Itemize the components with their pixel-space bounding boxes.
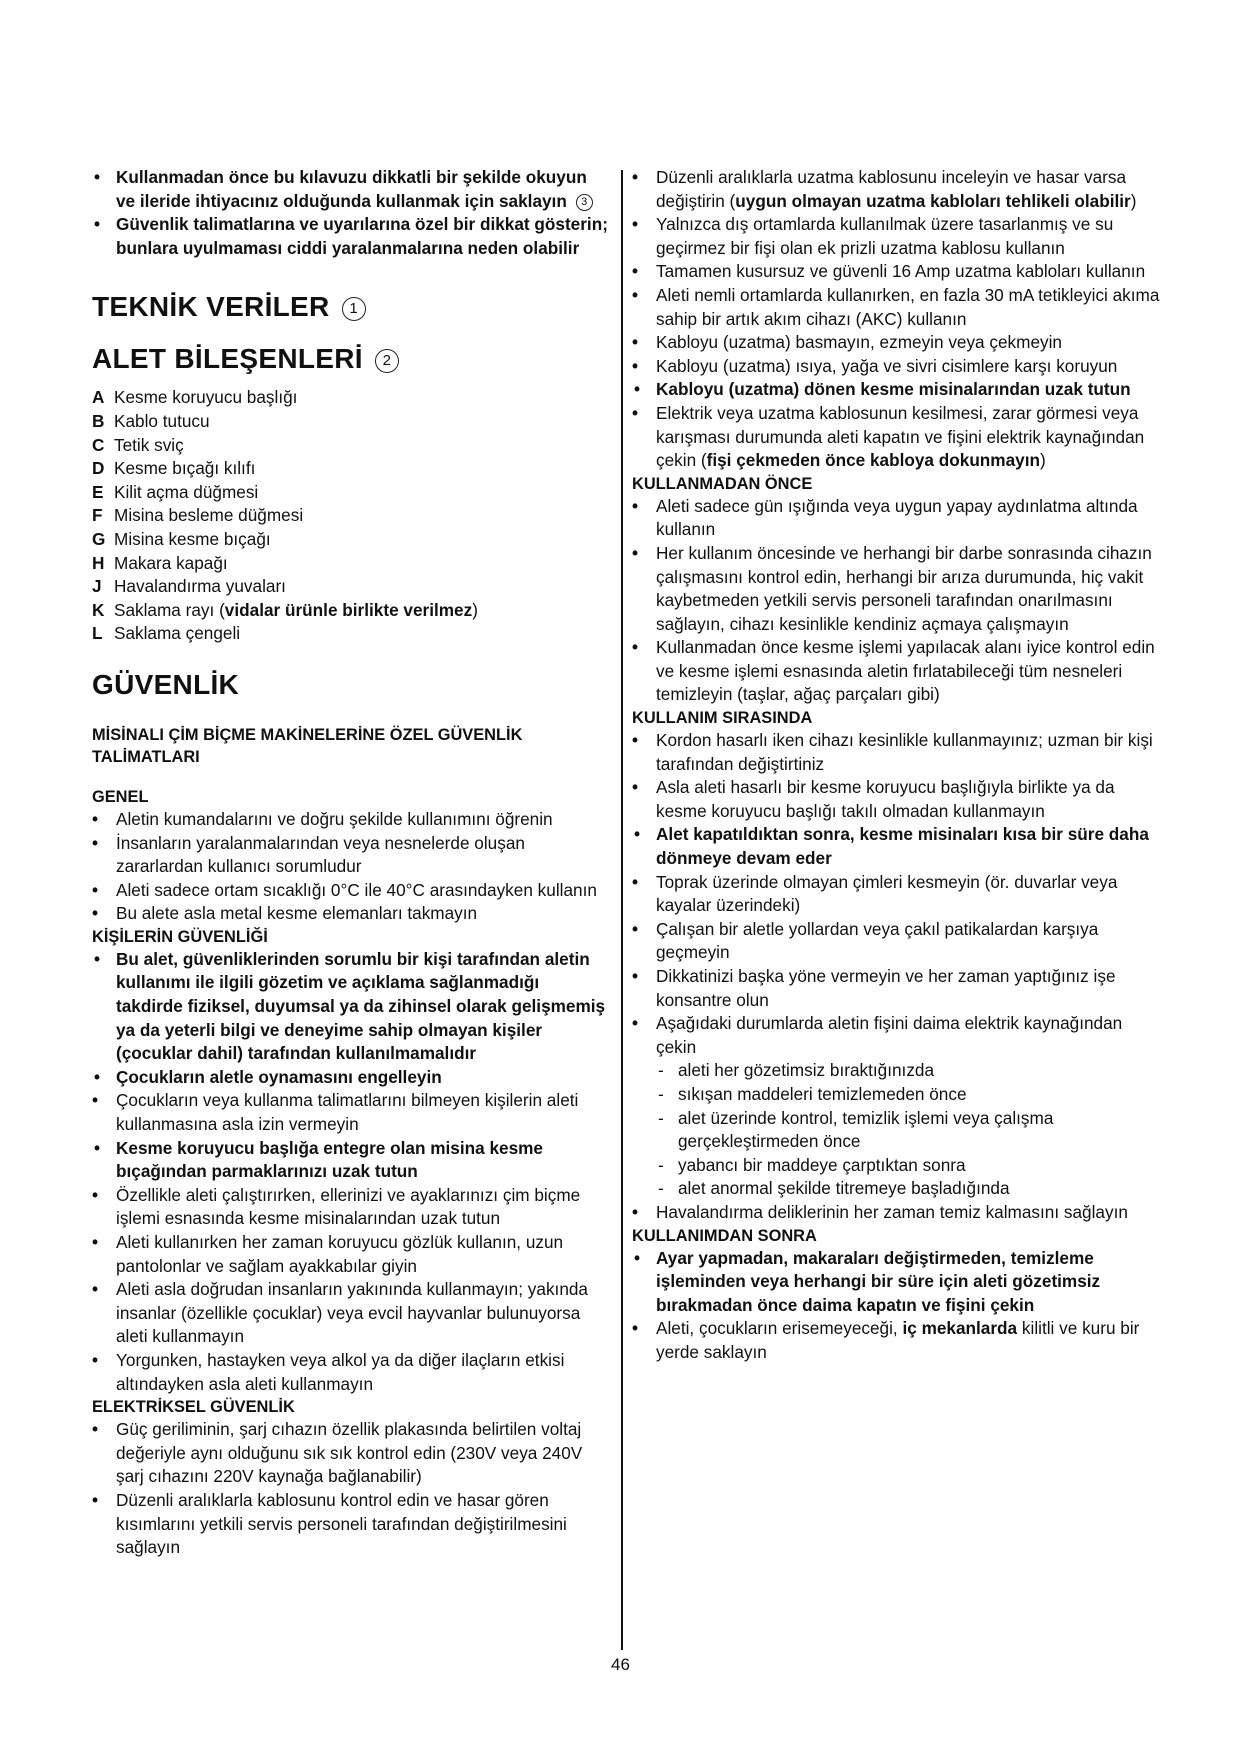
electrical-safety-heading: ELEKTRİKSEL GÜVENLİK: [92, 1398, 295, 1417]
intro-bullet-2: • Güvenlik talimatlarına ve uyarılarına özel bir dikkat gösterin; bunlara uyulmaması ciddi yaralanmalarına neden olabilir: [94, 214, 608, 258]
component-item: K Saklama rayı (vidalar ürünle birlikte verilmez): [92, 599, 478, 620]
tech-data-heading: TEKNİK VERİLER 1: [92, 290, 610, 324]
unplug-case: - sıkışan maddeleri temizlemeden önce: [658, 1083, 967, 1104]
cable-item: • Kabloyu (uzatma) basmayın, ezmeyin veya çekmeyin: [632, 332, 1062, 353]
after-item-bold: • Ayar yapmadan, makaraları değiştirmeden, temizleme işleminden veya herhangi bir süre için aleti gözetimsiz bırakmadan önce daima kapatın ve fişini çekin: [634, 1247, 1101, 1315]
page-number: 46: [611, 1655, 630, 1674]
personal-item: • Aleti kullanırken her zaman koruyucu gözlük kullanın, uzun pantolonlar ve sağlam ayakkabılar giyin: [92, 1232, 564, 1276]
cable-item: • Elektrik veya uzatma kablosunun kesilmesi, zarar görmesi veya karışması durumunda aleti kapatın ve fişini elektrik kaynağından çekin (fişi çekmeden önce kabloya dokunmayın): [632, 402, 1145, 471]
during-item: • Aşağıdaki durumlarda aletin fişini daima elektrik kaynağından çekin: [632, 1013, 1123, 1057]
cable-item: • Kabloyu (uzatma) ısıya, yağa ve sivri cisimlere karşı koruyun: [632, 355, 1118, 376]
electrical-item: • Düzenli aralıklarla kablosunu kontrol edin ve hasar gören kısımlarını yetkili servis personeli tarafından değiştirilmesini sağlayın: [92, 1489, 567, 1558]
components-heading: ALET BİLEŞENLERİ 2: [92, 342, 610, 376]
general-item: • Aletin kumandalarını ve doğru şekilde kullanımını öğrenin: [92, 808, 553, 829]
unplug-case: - aleti her gözetimsiz bıraktığınızda: [658, 1060, 935, 1081]
safety-subheading: MİSİNALI ÇİM BİÇME MAKİNELERİNE ÖZEL GÜVENLİK TALİMATLARI: [92, 725, 523, 766]
intro-bullet-text: Güvenlik talimatlarına ve uyarılarına özel bir dikkat gösterin; bunlara uyulmaması ciddi yaralanmalarına neden olabilir: [116, 214, 608, 258]
during-item-bold: • Alet kapatıldıktan sonra, kesme misinaları kısa bir süre daha dönmeye devam eder: [634, 824, 1149, 869]
general-item: • İnsanların yaralanmalarından veya nesnelerde oluşan zararlardan kullanıcı sorumludur: [92, 832, 525, 877]
component-item: D Kesme bıçağı kılıfı: [92, 458, 256, 479]
during-item: • Dikkatinizi başka yöne vermeyin ve her zaman yaptığınız işe konsantre olun: [632, 966, 1116, 1010]
unplug-case: - yabancı bir maddeye çarptıktan sonra: [658, 1154, 966, 1175]
personal-item: • Kesme koruyucu başlığa entegre olan misina kesme bıçağından parmaklarınızı uzak tutun: [94, 1137, 543, 1182]
component-item: H Makara kapağı: [92, 552, 228, 573]
component-item: F Misina besleme düğmesi: [92, 505, 304, 526]
during-item: • Çalışan bir aletle yollardan veya çakıl patikalardan karşıya geçmeyin: [632, 918, 1099, 963]
after-use-heading: KULLANIMDAN SONRA: [632, 1226, 817, 1245]
during-use-heading: KULLANIM SIRASINDA: [632, 709, 813, 728]
figure-ref-2: 2: [375, 349, 399, 373]
component-item: C Tetik sviç: [92, 434, 184, 455]
intro-bullet-1: • Kullanmadan önce bu kılavuzu dikkatli bir şekilde okuyun ve ileride ihtiyacınız olduğunda kullanmak için saklayın 3: [92, 166, 610, 213]
before-use-heading: KULLANMADAN ÖNCE: [632, 474, 813, 493]
component-item: B Kablo tutucu: [92, 410, 210, 431]
component-item: A Kesme koruyucu başlığı: [92, 387, 298, 408]
cable-item: • Tamamen kusursuz ve güvenli 16 Amp uzatma kabloları kullanın: [632, 261, 1146, 282]
figure-ref-3: 3: [576, 194, 593, 211]
components-list: [92, 386, 610, 646]
during-item: • Kordon hasarlı iken cihazı kesinlikle kullanmayınız; uzman bir kişi tarafından değiştirtiniz: [632, 730, 1153, 774]
personal-safety-heading: KİŞİLERİN GÜVENLİĞİ: [92, 927, 268, 946]
left-column: [92, 166, 610, 1560]
component-item: J Havalandırma yuvaları: [92, 576, 286, 597]
cable-item: • Yalnızca dış ortamlarda kullanılmak üzere tasarlanmış ve su geçirmez bir fişi olan ek prizli uzatma kablosu kullanın: [632, 214, 1114, 258]
figure-ref-1: 1: [342, 297, 366, 321]
personal-item: • Aleti asla doğrudan insanların yakınında kullanmayın; yakında insanlar (özellikle çocuklar) veya evcil hayvanlar bulunuyorsa aleti kullanmayın: [92, 1279, 588, 1347]
personal-item: • Özellikle aleti çalıştırırken, ellerinizi ve ayaklarınızı çim biçme işlemi esnasında kesme misinalarından uzak tutun: [92, 1184, 581, 1229]
unplug-case: - alet anormal şekilde titremeye başladığında: [658, 1178, 1010, 1199]
vent-item: • Havalandırma deliklerinin her zaman temiz kalmasını sağlayın: [632, 1201, 1128, 1222]
during-item: • Toprak üzerinde olmayan çimleri kesmeyin (ör. duvarlar veya kayalar üzerindeki): [632, 871, 1118, 916]
general-item: • Aleti sadece ortam sıcaklığı 0°C ile 40°C arasındayken kullanın: [92, 879, 597, 900]
cable-item: • Düzenli aralıklarla uzatma kablosunu inceleyin ve hasar varsa değiştirin (uygun olmayan uzatma kabloları tehlikeli olabilir): [632, 167, 1137, 211]
during-item: • Asla aleti hasarlı bir kesme koruyucu başlığıyla birlikte ya da kesme koruyucu başlığı takılı olmadan kullanmayın: [632, 777, 1115, 821]
safety-heading: GÜVENLİK: [92, 668, 240, 700]
component-item: L Saklama çengeli: [92, 623, 241, 644]
component-item: G Misina kesme bıçağı: [92, 528, 271, 549]
personal-item: • Yorgunken, hastayken veya alkol ya da diğer ilaçların etkisi altındayken asla aleti kullanmayın: [92, 1349, 565, 1394]
personal-item: • Çocukların aletle oynamasını engelleyin: [94, 1066, 442, 1087]
personal-item: • Çocukların veya kullanma talimatlarını bilmeyen kişilerin aleti kullanmasına asla izin vermeyin: [92, 1090, 579, 1135]
intro-bullet-text: Kullanmadan önce bu kılavuzu dikkatli bir şekilde okuyun ve ileride ihtiyacınız olduğunda kullanmak için saklayın: [116, 167, 587, 211]
before-item: • Aleti sadece gün ışığında veya uygun yapay aydınlatma altında kullanın: [632, 495, 1138, 540]
cable-item: • Aleti nemli ortamlarda kullanırken, en fazla 30 mA tetikleyici akıma sahip bir artık akım cihazı (AKC) kullanın: [632, 284, 1160, 329]
electrical-item: • Güç geriliminin, şarj cıhazın özellik plakasında belirtilen voltaj değeriyle aynı olduğunu sık sık kontrol edin (230V veya 240V şarj cıhazını 220V kaynağa bağlanabilir): [92, 1419, 583, 1487]
after-item: • Aleti, çocukların erisemeyeceği, iç mekanlarda kilitli ve kuru bir yerde saklayın: [632, 1318, 1140, 1362]
general-item: • Bu alete asla metal kesme elemanları takmayın: [92, 903, 478, 924]
before-item: • Kullanmadan önce kesme işlemi yapılacak alanı iyice kontrol edin ve kesme işlemi esnasında aletin fırlatabileceği tüm nesneleri temizleyin (taşlar, ağaç parçaları gibi): [632, 637, 1155, 705]
personal-item: • Bu alet, güvenliklerinden sorumlu bir kişi tarafından aletin kullanımı ile ilgili gözetim ve açıklama sağlanmadığı takdirde fiziksel, duyumsal ya da zihinsel olarak gelişmemiş ya da yeterli bilgi ve deneyime sahip olmayan kişiler (çocuklar dahil) tarafından kullanılmamalıdır: [94, 948, 606, 1064]
unplug-case: - alet üzerinde kontrol, temizlik işlemi veya çalışma gerçekleştirmeden önce: [658, 1107, 1054, 1152]
component-item: E Kilit açma düğmesi: [92, 481, 259, 502]
general-heading: GENEL: [92, 787, 149, 806]
cable-item-bold: • Kabloyu (uzatma) dönen kesme misinalarından uzak tutun: [634, 379, 1131, 400]
column-divider: [621, 170, 623, 1650]
before-item: • Her kullanım öncesinde ve herhangi bir darbe sonrasında cihazın çalışmasını kontrol edin, herhangi bir arıza durumunda, hiç vakit kaybetmeden yetkili servis personeli tarafından onarılmasını sağlayın, cihazı kesinlikle kendiniz açmaya çalışmayın: [632, 542, 1152, 634]
right-column: [632, 166, 1162, 1365]
